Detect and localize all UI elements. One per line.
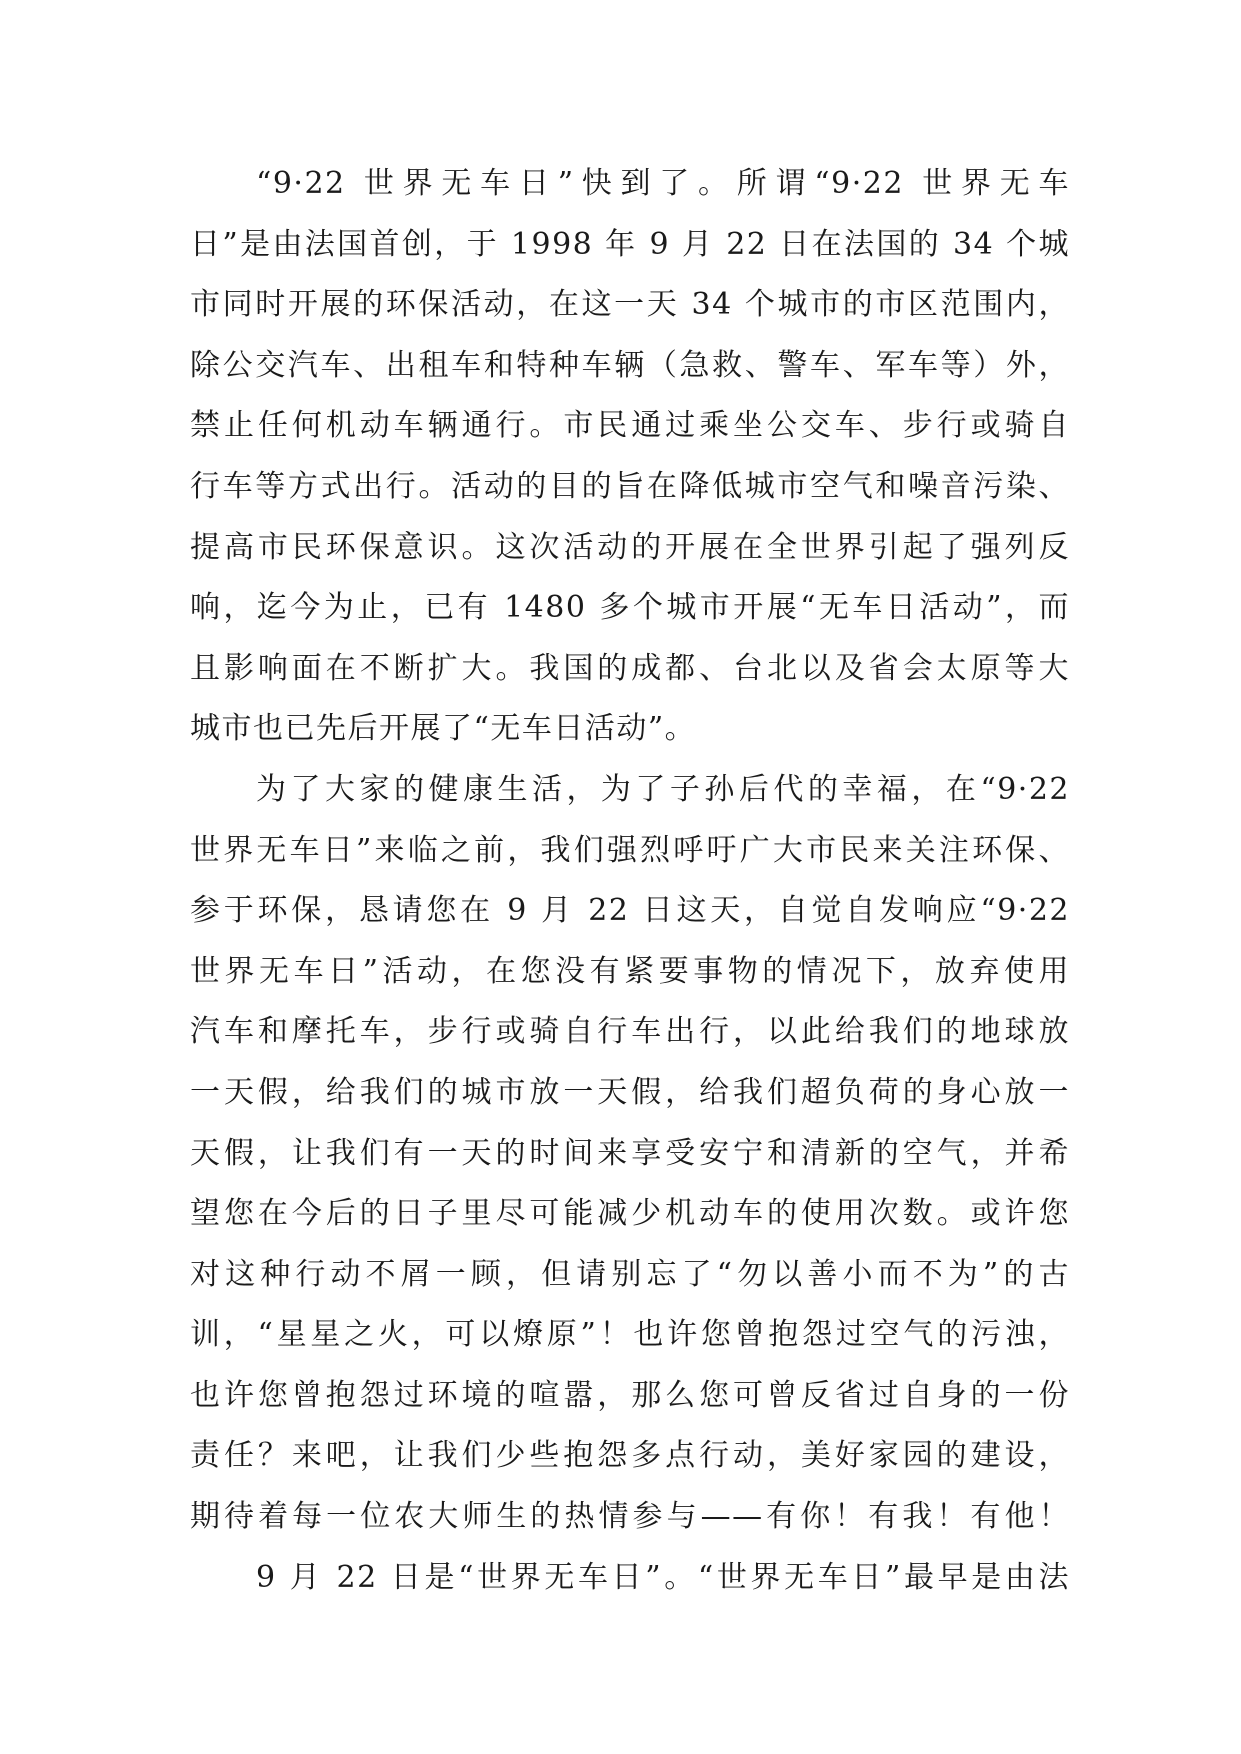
- paragraph-1-line-5: 禁止任何机动车辆通行。市民通过乘坐公交车、步行或骑自: [190, 408, 1070, 444]
- paragraph-2-line-4: 世界无车日”活动，在您没有紧要事物的情况下，放弃使用: [190, 953, 1070, 989]
- paragraph-2-line-2: 世界无车日”来临之前，我们强烈呼吁广大市民来关注环保、: [190, 832, 1070, 868]
- paragraph-1-line-4: 除公交汽车、出租车和特种车辆（急救、警车、军车等）外，: [190, 347, 1070, 383]
- paragraph-1-line-8: 响，迄今为止，已有 1480 多个城市开展“无车日活动”，而: [190, 590, 1070, 626]
- paragraph-2-line-7: 天假，让我们有一天的时间来享受安宁和清新的空气，并希: [190, 1135, 1070, 1171]
- paragraph-2-line-5: 汽车和摩托车，步行或骑自行车出行，以此给我们的地球放: [190, 1014, 1070, 1050]
- paragraph-2-line-11: 也许您曾抱怨过环境的喧嚣，那么您可曾反省过自身的一份: [190, 1377, 1070, 1413]
- paragraph-2-line-1: 为了大家的健康生活，为了子孙后代的幸福，在“9·22: [256, 771, 1070, 807]
- paragraph-1-line-3: 市同时开展的环保活动，在这一天 34 个城市的市区范围内，: [190, 287, 1070, 323]
- paragraph-1-line-10: 城市也已先后开展了“无车日活动”。: [190, 711, 697, 747]
- paragraph-1-line-6: 行车等方式出行。活动的目的旨在降低城市空气和噪音污染、: [190, 468, 1070, 504]
- paragraph-1-line-9: 且影响面在不断扩大。我国的成都、台北以及省会太原等大: [190, 650, 1070, 686]
- paragraph-1-line-2: 日”是由法国首创，于 1998 年 9 月 22 日在法国的 34 个城: [190, 226, 1070, 262]
- paragraph-2-line-9: 对这种行动不屑一顾，但请别忘了“勿以善小而不为”的古: [190, 1256, 1070, 1292]
- paragraph-2-line-8: 望您在今后的日子里尽可能减少机动车的使用次数。或许您: [190, 1196, 1070, 1232]
- paragraph-2-line-3: 参于环保，恳请您在 9 月 22 日这天，自觉自发响应“9·22: [190, 893, 1070, 929]
- paragraph-2-line-13: 期待着每一位农大师生的热情参与——有你！有我！有他！: [190, 1499, 1070, 1535]
- paragraph-2-line-12: 责任？来吧，让我们少些抱怨多点行动，美好家园的建设，: [190, 1438, 1070, 1474]
- paragraph-2-line-6: 一天假，给我们的城市放一天假，给我们超负荷的身心放一: [190, 1074, 1070, 1110]
- paragraph-1-line-1: “9·22 世界无车日”快到了。所谓“9·22 世界无车: [256, 166, 1070, 201]
- paragraph-1-line-7: 提高市民环保意识。这次活动的开展在全世界引起了强列反: [190, 529, 1070, 565]
- document-body: [190, 154, 1070, 1608]
- paragraph-3-line-1: 9 月 22 日是“世界无车日”。“世界无车日”最早是由法: [256, 1559, 1070, 1595]
- paragraph-2-line-10: 训，“星星之火，可以燎原”！也许您曾抱怨过空气的污浊，: [190, 1317, 1070, 1353]
